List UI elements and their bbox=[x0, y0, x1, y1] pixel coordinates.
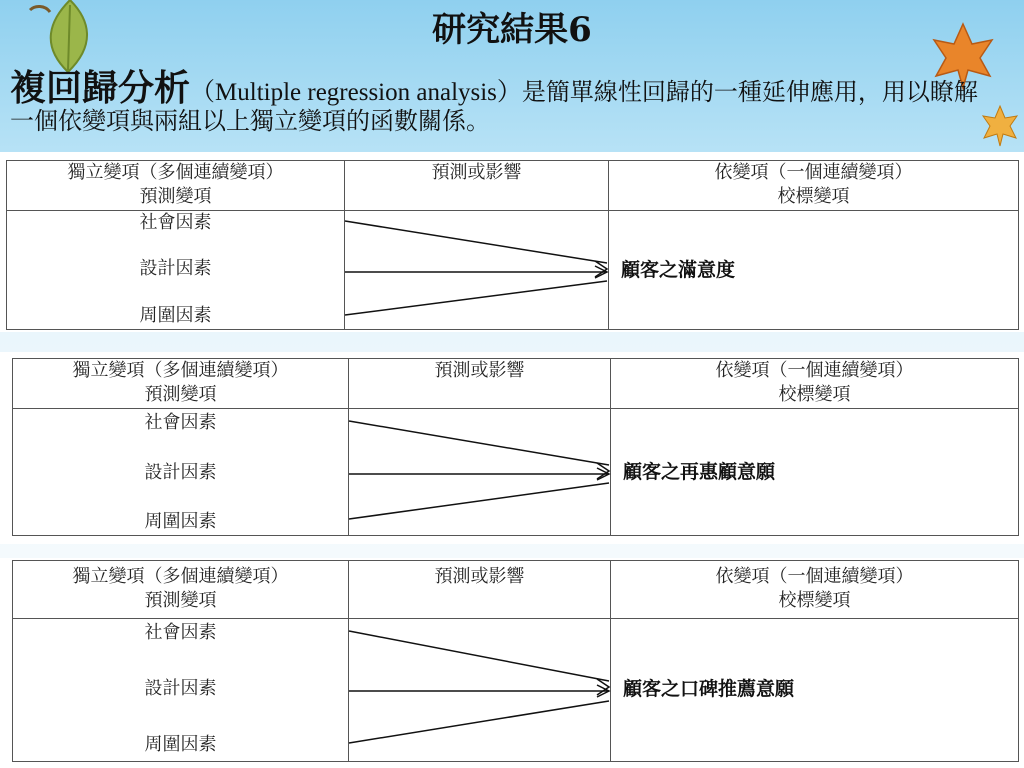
regression-table-1 bbox=[6, 160, 1019, 330]
header-relation: 預測或影響 bbox=[349, 561, 611, 619]
factor-design: 設計因素 bbox=[144, 462, 217, 483]
dependent-cell bbox=[611, 619, 1019, 762]
regression-table-3 bbox=[12, 560, 1019, 762]
factor-social: 社會因素 bbox=[139, 212, 212, 233]
arrows-cell bbox=[349, 409, 611, 536]
factors-cell bbox=[7, 211, 345, 330]
small-orange-leaf-decoration bbox=[980, 104, 1020, 148]
dependent-value-1: 顧客之滿意度 bbox=[621, 259, 736, 281]
intro-english-term: （Multiple regression analysis） bbox=[190, 79, 522, 106]
factor-social: 社會因素 bbox=[144, 412, 217, 433]
header-independent: 獨立變項（多個連續變項） 預測變項 bbox=[7, 161, 345, 211]
header-relation: 預測或影響 bbox=[349, 359, 611, 409]
header-independent: 獨立變項（多個連續變項） 預測變項 bbox=[13, 561, 349, 619]
intro-text: 是簡單線性回歸的一種延伸應用，用以瞭解一個依變項與兩組以上獨立變項的函數關係。 bbox=[10, 78, 978, 135]
factor-ambient: 周圍因素 bbox=[139, 305, 212, 326]
diagram-panel-2 bbox=[0, 352, 1024, 544]
factors-cell bbox=[13, 409, 349, 536]
regression-table-2 bbox=[12, 358, 1019, 536]
diagram-panel-1 bbox=[0, 152, 1024, 332]
header-dependent: 依變項（一個連續變項） 校標變項 bbox=[611, 561, 1019, 619]
header-independent: 獨立變項（多個連續變項） 預測變項 bbox=[13, 359, 349, 409]
intro-paragraph bbox=[10, 67, 985, 136]
dependent-cell bbox=[611, 409, 1019, 536]
factor-design: 設計因素 bbox=[139, 258, 212, 279]
arrows-cell bbox=[349, 619, 611, 762]
diagram-panel-3 bbox=[0, 558, 1024, 768]
factor-ambient: 周圍因素 bbox=[144, 734, 217, 755]
dependent-value-3: 顧客之口碑推薦意願 bbox=[623, 678, 795, 700]
factor-social: 社會因素 bbox=[144, 622, 217, 643]
prediction-arrows bbox=[345, 211, 609, 329]
header-relation: 預測或影響 bbox=[345, 161, 609, 211]
dependent-cell bbox=[609, 211, 1019, 330]
header-dependent: 依變項（一個連續變項） 校標變項 bbox=[609, 161, 1019, 211]
factor-ambient: 周圍因素 bbox=[144, 511, 217, 532]
header-dependent: 依變項（一個連續變項） 校標變項 bbox=[611, 359, 1019, 409]
factors-cell bbox=[13, 619, 349, 762]
prediction-arrows bbox=[349, 409, 611, 535]
factor-design: 設計因素 bbox=[144, 678, 217, 699]
prediction-arrows bbox=[349, 619, 611, 761]
dependent-value-2: 顧客之再惠顧意願 bbox=[623, 461, 776, 483]
slide-title: 研究結果6 bbox=[432, 10, 592, 50]
intro-term: 複回歸分析 bbox=[10, 67, 191, 109]
arrows-cell bbox=[345, 211, 609, 330]
